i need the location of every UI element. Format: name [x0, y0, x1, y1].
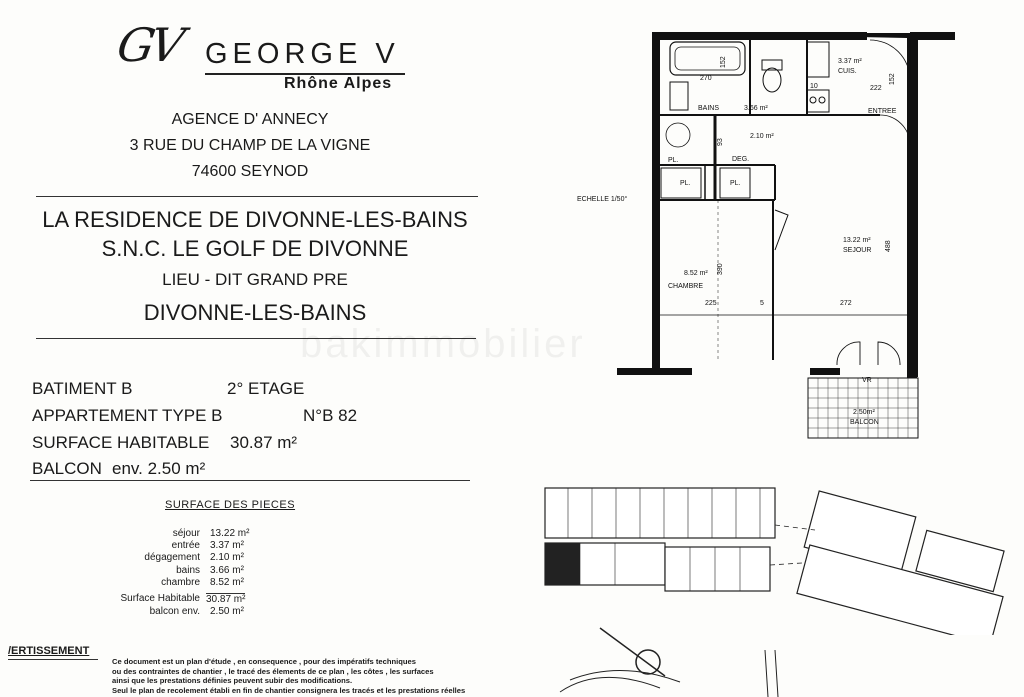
plan-sejour: SEJOUR [843, 247, 872, 254]
balcon-value: env. 2.50 m² [112, 459, 206, 478]
plan-dim: 93 [717, 138, 724, 146]
warning-line: ainsi que les prestations définies peuvent subir des modifications. [112, 676, 353, 686]
plan-pl: PL. [730, 180, 741, 187]
residence-town: DIVONNE-LES-BAINS [143, 300, 367, 325]
type-label: APPARTEMENT TYPE B [32, 406, 223, 425]
plan-sejour-area: 13.22 m² [843, 237, 871, 244]
warning-title: /ERTISSEMENT [8, 645, 90, 657]
balcon-label: BALCON [32, 459, 102, 478]
apartment-number: N°B 82 [303, 406, 358, 425]
warning-line: ou des contraintes de chantier , le tracé des élements de ce plan , les côtes , les surfaces [112, 666, 434, 676]
batiment-label: BATIMENT B [32, 379, 133, 398]
surface-row [110, 540, 274, 552]
plan-dim: 272 [840, 300, 852, 307]
plan-dim: 222 [870, 85, 882, 92]
plan-bains: BAINS [698, 105, 720, 112]
plan-dim: 152 [889, 73, 896, 85]
plan-cuis-area: 3.37 m² [838, 58, 862, 65]
surfaces-title: SURFACE DES PIECES [165, 499, 296, 511]
plan-balcon-area: 2.50m² [853, 409, 875, 416]
residence-name: LA RESIDENCE DE DIVONNE-LES-BAINS [42, 207, 468, 232]
plan-pl: PL. [680, 180, 691, 187]
surface-value: 30.87 m² [230, 433, 298, 452]
surface-total-label: Surface Habitable [120, 593, 200, 605]
plan-deg: DEG. [732, 156, 750, 163]
highlighted-building [545, 543, 580, 585]
plan-dim: 5 [760, 300, 764, 307]
surface-row [110, 565, 274, 577]
surface-area: 8.52 m² [210, 576, 244, 588]
surface-total-row [110, 593, 274, 606]
surface-room: séjour [172, 528, 200, 539]
agency-name: AGENCE D' ANNECY [171, 111, 329, 128]
divider [30, 480, 470, 481]
etage-value: 2° ETAGE [227, 379, 305, 398]
surface-label: SURFACE HABITABLE [32, 433, 210, 452]
warning-line: Seul le plan de recolement établi en fin de chantier consignera les tracés et les prestations réelles [112, 685, 466, 695]
divider [8, 659, 98, 660]
plan-balcon: BALCON [850, 419, 879, 426]
plan-dim: 270 [700, 75, 712, 82]
plan-dim: 390 [717, 263, 724, 275]
surface-balcon-row [110, 606, 274, 618]
warning-text [112, 657, 492, 695]
surface-area: 13.22 m² [210, 528, 250, 539]
agency-street: 3 RUE DU CHAMP DE LA VIGNE [129, 137, 371, 154]
agency-city: 74600 SEYNOD [191, 163, 309, 180]
surface-area: 2.10 m² [210, 552, 244, 564]
north-arrow [540, 620, 800, 697]
plan-pl: PL. [668, 157, 679, 164]
plan-dim: 152 [720, 56, 727, 68]
plan-vr: VR [862, 377, 872, 384]
floor-plan [560, 20, 970, 450]
plan-dim: 225 [705, 300, 717, 307]
plan-chambre-area: 8.52 m² [684, 270, 708, 277]
surface-area: 3.37 m² [210, 540, 244, 552]
surface-total-value: 30.87 m² [206, 594, 246, 606]
surface-row [110, 528, 274, 540]
agency-block [120, 107, 380, 185]
surface-balcon-value: 2.50 m² [210, 606, 244, 618]
plan-deg-area: 2.10 m² [750, 133, 774, 140]
logo-monogram: GV [113, 18, 185, 72]
surface-row [110, 577, 274, 589]
residence-company: S.N.C. LE GOLF DE DIVONNE [101, 236, 409, 261]
site-plan [540, 485, 1010, 635]
plan-dim: 10 [810, 83, 818, 90]
logo-region: Rhône Alpes [284, 75, 393, 92]
plan-chambre: CHAMBRE [668, 283, 704, 290]
surface-balcon-label: balcon env. [149, 606, 200, 618]
logo-name: GEORGE V [205, 38, 400, 70]
surface-room: chambre [161, 576, 200, 588]
plan-scale: ECHELLE 1/50° [577, 196, 628, 203]
plan-dim: 488 [885, 240, 892, 252]
divider [36, 196, 478, 197]
plan-cuis: CUIS. [838, 68, 857, 75]
watermark: bakimmobilier [300, 322, 586, 366]
residence-lieu-dit: LIEU - DIT GRAND PRE [162, 270, 348, 289]
residence-block [0, 205, 510, 327]
plan-entree: ENTREE [868, 108, 897, 115]
surfaces-table [110, 528, 274, 618]
surface-room: entrée [171, 540, 200, 552]
surface-row [110, 552, 274, 564]
plan-bains-area: 3.66 m² [744, 105, 768, 112]
surface-area: 3.66 m² [210, 564, 244, 576]
surface-room: dégagement [144, 552, 200, 564]
warning-line: Ce document est un plan d'étude , en consequence , pour des impératifs techniques [112, 657, 416, 666]
surface-room: bains [176, 564, 200, 576]
